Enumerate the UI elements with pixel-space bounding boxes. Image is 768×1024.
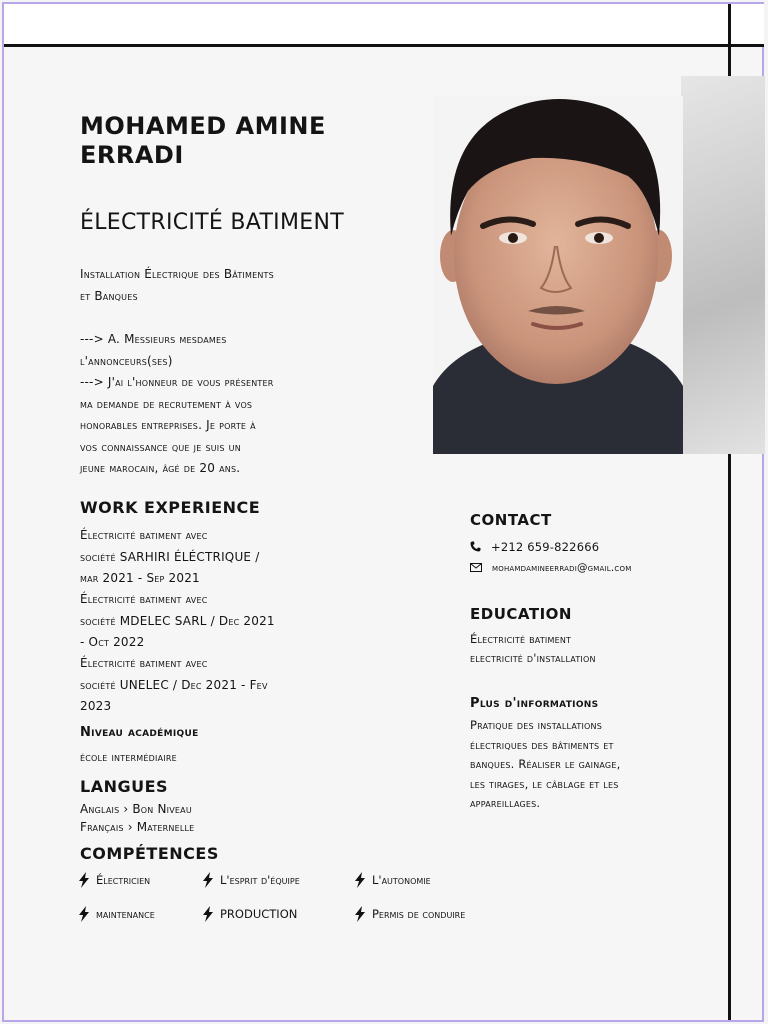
contact-heading: CONTACT <box>470 511 552 529</box>
work-experience-heading: WORK EXPERIENCE <box>80 498 261 517</box>
job-entry <box>80 525 259 590</box>
top-band <box>4 4 764 44</box>
intro-line: l'annonceurs(ses) <box>80 353 173 368</box>
name-line-2: ERRADI <box>80 141 184 169</box>
skill-item <box>78 872 150 888</box>
more-info-line: banques. Réaliser le gainage, <box>470 757 621 771</box>
skill-item <box>202 872 300 888</box>
skill-label: L'autonomie <box>372 873 431 887</box>
academic-heading: Niveau académique <box>80 725 199 740</box>
profile-photo <box>433 96 683 454</box>
job-line: société UNELEC / Dec 2021 - Fev <box>80 677 268 692</box>
skill-item <box>354 872 431 888</box>
more-info-line: électriques des bâtiments et <box>470 737 614 752</box>
more-info-line: Pratique des installations <box>470 718 602 732</box>
job-line: société SARHIRI ÉLÉCTRIQUE / <box>80 549 260 564</box>
job-line: mar 2021 - Sep 2021 <box>80 571 200 585</box>
lightning-bolt-icon <box>202 906 214 922</box>
subtitle-line: et Banques <box>80 288 138 303</box>
education-line: Électricité batiment <box>470 632 572 646</box>
skill-label: Permis de conduire <box>372 907 466 921</box>
contact-list <box>470 536 631 578</box>
skill-label: PRODUCTION <box>220 907 298 921</box>
intro-line: honorables entreprises. Je porte à <box>80 418 256 432</box>
job-line: - Oct 2022 <box>80 635 145 649</box>
job-entry <box>80 653 268 718</box>
language-item: Anglais › Bon Niveau <box>80 802 192 816</box>
envelope-icon <box>470 563 482 572</box>
job-entry <box>80 589 275 654</box>
skill-label: L'esprit d'équipe <box>220 873 300 887</box>
skill-label: Électricien <box>96 873 151 887</box>
candidate-name <box>80 112 380 170</box>
lightning-bolt-icon <box>202 872 214 888</box>
skills-heading: COMPÉTENCES <box>80 844 219 863</box>
job-line: Électricité batiment avec <box>80 656 208 670</box>
more-info-line: les tirages, le câblage et les <box>470 776 619 791</box>
job-title: ÉLECTRICITÉ BATIMENT <box>80 210 344 235</box>
skill-item <box>78 906 155 922</box>
intro-line: jeune marocain, âgé de 20 ans. <box>80 461 241 475</box>
education-line: electricité d'installation <box>470 651 596 665</box>
intro-line: ---> J'ai l'honneur de vous présenter <box>80 375 274 389</box>
lightning-bolt-icon <box>78 906 90 922</box>
languages-list <box>80 800 194 836</box>
lightning-bolt-icon <box>354 872 366 888</box>
academic-line: école intermédiaire <box>80 750 177 764</box>
top-rule <box>4 44 764 47</box>
contact-email-row[interactable] <box>470 557 631 578</box>
language-item: Français › Maternelle <box>80 820 195 834</box>
lightning-bolt-icon <box>354 906 366 922</box>
education-list <box>470 630 596 668</box>
job-line: 2023 <box>80 699 112 713</box>
job-line: Électricité batiment avec <box>80 592 208 606</box>
subtitle-line: Installation Électrique des Bâtiments <box>80 267 274 281</box>
skill-item <box>354 906 465 922</box>
phone-icon <box>470 541 481 552</box>
job-line: Électricité batiment avec <box>80 528 208 542</box>
name-line-1: MOHAMED AMINE <box>80 112 326 140</box>
education-heading: EDUCATION <box>470 605 572 623</box>
more-info-heading: Plus d'informations <box>470 696 599 711</box>
job-line: société MDELEC SARL / Dec 2021 <box>80 613 275 628</box>
languages-heading: LANGUES <box>80 777 169 796</box>
photo-backdrop <box>681 76 765 454</box>
intro-line: ---> A. Messieurs mesdames <box>80 332 227 346</box>
academic-value <box>80 747 177 769</box>
skill-item <box>202 906 297 922</box>
phone-number: +212 659-822666 <box>491 539 600 554</box>
intro-line: ma demande de recrutement à vos <box>80 396 253 411</box>
contact-phone-row[interactable] <box>470 536 631 557</box>
skill-label: maintenance <box>96 907 155 921</box>
more-info-line: appareillages. <box>470 796 541 810</box>
intro-line: vos connaissance que je suis un <box>80 439 241 454</box>
more-info-text <box>470 716 620 814</box>
lightning-bolt-icon <box>78 872 90 888</box>
email-address: mohamdamineerradi@gmail.com <box>492 561 632 574</box>
subtitle <box>80 264 274 307</box>
intro-text <box>80 329 274 480</box>
